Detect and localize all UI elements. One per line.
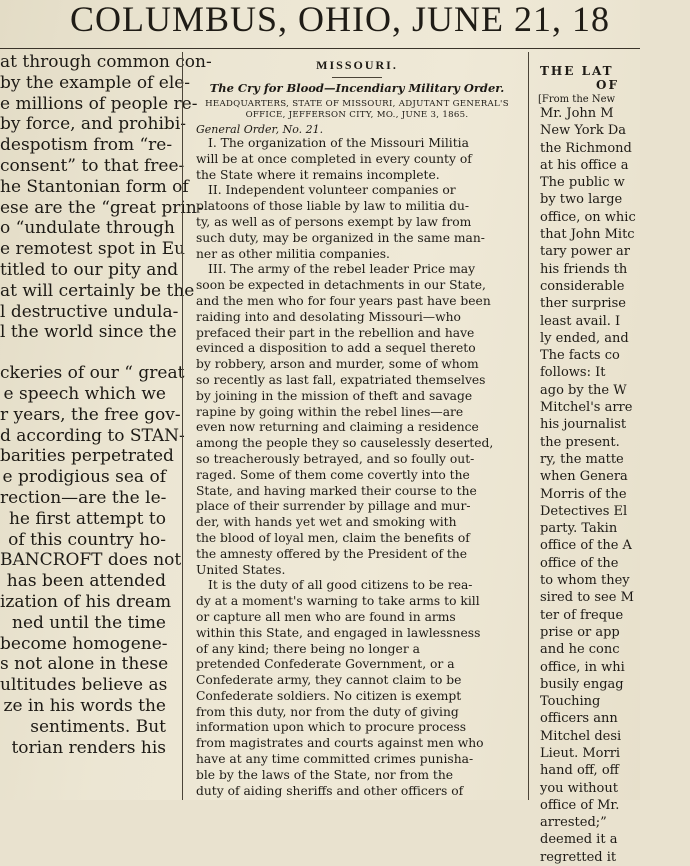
text-line: United States.: [196, 562, 286, 577]
text-line: his journalist: [540, 417, 627, 433]
text-line: office of the A: [540, 538, 632, 554]
text-line: regretted it: [540, 849, 617, 865]
text-line: pretended Confederate Government, or a: [196, 657, 455, 672]
text-line: ther surprise: [540, 296, 626, 312]
text-line: even now returning and claiming a residence: [196, 420, 479, 435]
text-line: The facts co: [540, 348, 620, 364]
right-column: [536, 52, 640, 865]
text-line: soon be expected in detachments in our State,: [196, 278, 486, 293]
text-line: ze in his words the: [3, 695, 166, 716]
text-line: titled to our pity and: [0, 259, 179, 280]
text-line: s not alone in these: [0, 654, 169, 675]
text-line: barities perpetrated: [0, 446, 174, 467]
masthead-title: COLUMBUS, OHIO, JUNE 21, 18: [70, 0, 611, 39]
text-line: so recently as last fall, expatriated themselves: [196, 372, 486, 387]
text-line: hand off, off: [540, 763, 619, 779]
text-line: such duty, may be organized in the same man-: [196, 230, 485, 245]
text-line: the present.: [540, 434, 620, 450]
text-line: by force, and prohibi-: [0, 114, 186, 135]
text-line: at will certainly be the: [0, 280, 195, 301]
text-line: o “undulate through: [0, 218, 175, 239]
text-line: Touching: [540, 694, 601, 710]
text-line: from this duty, nor from the duty of giving: [196, 704, 459, 719]
text-line: arrested;”: [540, 815, 607, 831]
text-line: consent” to that free-: [0, 155, 185, 176]
text-line: busily engag: [540, 676, 624, 692]
text-line: Detectives El: [540, 503, 628, 519]
text-line: so treacherously betrayed, and so foully out-: [196, 451, 475, 466]
text-line: at through common con-: [0, 52, 212, 72]
text-line: officers ann: [540, 711, 618, 727]
text-line: ner as other militia companies.: [196, 246, 390, 261]
text-line: Mr. John M: [540, 106, 614, 121]
text-line: ned until the time: [12, 612, 166, 633]
text-line: by joining in the mission of theft and savage: [196, 388, 473, 403]
text-line: will be at once completed in every county of: [196, 151, 472, 166]
text-line: he first attempt to: [8, 508, 166, 529]
text-line: ry, the matte: [540, 451, 624, 467]
right-subheading: [From the New: [538, 94, 616, 105]
text-line: considerable: [540, 278, 625, 294]
text-line: torian renders his: [11, 737, 166, 758]
text-line: duty of aiding sheriffs and other officers of: [196, 783, 464, 798]
text-line: Mitchel desi: [540, 728, 622, 744]
text-line: least avail. I: [540, 313, 621, 329]
text-line: II. Independent volunteer companies or: [208, 183, 456, 198]
text-line: ty, as well as of persons exempt by law from: [196, 214, 472, 229]
text-line: l the world since the: [0, 322, 177, 343]
text-line: dy at a moment's warning to take arms to kill: [196, 594, 480, 609]
text-line: prefaced their part in the rebellion and have: [196, 325, 475, 340]
order-number: General Order, No. 21.: [196, 123, 324, 136]
text-line: you without: [540, 780, 618, 796]
right-article-body: [536, 105, 640, 866]
text-line: der, with hands yet wet and smoking with: [196, 515, 457, 530]
text-line: or capture all men who are found in arms: [196, 609, 456, 624]
text-line: by robbery, arson and murder, some of whom: [196, 357, 479, 372]
text-line: State, and having marked their course to the: [196, 483, 477, 498]
text-line: follows: It: [540, 365, 606, 381]
text-line: III. The army of the rebel leader Price may: [208, 262, 476, 277]
text-line: l destructive undula-: [0, 301, 179, 322]
text-line: [0, 343, 170, 363]
text-line: become homogene-: [0, 633, 168, 654]
text-line: from magistrates and courts against men who: [196, 736, 484, 751]
text-line: e remotest spot in Eu: [0, 239, 186, 260]
text-line: information upon which to procure process: [196, 720, 467, 735]
column-divider: [182, 52, 183, 800]
text-line: sired to see M: [540, 590, 634, 606]
text-line: of any kind; there being no longer a: [196, 641, 420, 656]
text-line: party. Takin: [540, 521, 618, 537]
text-line: New York Da: [540, 123, 627, 139]
text-line: evinced a disposition to add a sequel thereto: [196, 341, 476, 356]
text-line: deemed it a: [540, 832, 618, 848]
text-line: BANCROFT does not: [0, 550, 182, 571]
text-line: when Genera: [540, 469, 628, 485]
text-line: have at any time committed crimes punisha-: [196, 752, 474, 767]
article-subhead: The Cry for Blood—Incendiary Military Order.: [209, 81, 505, 95]
article-body: [192, 136, 522, 799]
text-line: by two large: [540, 192, 623, 208]
text-line: ization of his dream: [0, 591, 172, 612]
text-line: he Stantonian form of: [0, 176, 189, 197]
left-column: [0, 52, 212, 802]
text-line: ultitudes believe as: [0, 675, 168, 696]
article-dateline: HEADQUARTERS, STATE OF MISSOURI, ADJUTANT GENERAL'S OFFICE, JEFFERSON CITY, MO., JUNE 3, 1865.: [205, 99, 509, 120]
text-line: ckeries of our “ great: [0, 363, 185, 384]
text-line: the Richmond: [540, 140, 632, 156]
text-line: ese are the “great prin-: [0, 197, 203, 218]
text-line: office of Mr.: [540, 797, 620, 813]
right-heading-tail: OF: [596, 78, 619, 92]
text-line: that John Mitc: [540, 227, 635, 243]
text-line: and he conc: [540, 642, 620, 658]
text-line: the blood of loyal men, claim the benefits of: [196, 530, 470, 545]
text-line: Morris of the: [540, 486, 627, 502]
text-line: The public w: [540, 175, 625, 191]
text-line: the amnesty offered by the President of the: [196, 546, 468, 561]
column-divider: [528, 52, 529, 800]
text-line: ter of freque: [540, 607, 624, 623]
text-line: rapine by going within the rebel lines—are: [196, 404, 464, 419]
text-line: Mitchel's arre: [540, 400, 633, 416]
text-line: e speech which we: [3, 383, 166, 404]
text-line: the State where it remains incomplete.: [196, 167, 440, 182]
text-line: to whom they: [540, 573, 630, 589]
middle-column: [192, 52, 522, 802]
text-line: prise or app: [540, 624, 620, 640]
masthead-rule: [0, 48, 640, 49]
text-line: rection—are the le-: [0, 487, 167, 508]
text-line: platoons of those liable by law to militia du-: [196, 199, 470, 214]
text-line: e prodigious sea of: [2, 467, 166, 488]
text-line: ago by the W: [540, 382, 627, 398]
text-line: office, on whic: [540, 209, 636, 225]
text-line: d according to STAN-: [0, 425, 185, 446]
text-line: and the men who for four years past have been: [196, 293, 491, 308]
text-line: among the people they so causelessly deserted,: [196, 436, 494, 451]
text-line: Confederate army, they cannot claim to be: [196, 673, 462, 688]
text-line: It is the duty of all good citizens to be rea-: [208, 578, 473, 593]
text-line: has been attended: [6, 571, 166, 592]
text-line: place of their surrender by pillage and mur-: [196, 499, 471, 514]
text-line: despotism from “re-: [0, 135, 173, 156]
text-line: ble by the laws of the State, nor from the: [196, 767, 454, 782]
text-line: Lieut. Morri: [540, 745, 621, 761]
text-line: of this country ho-: [8, 529, 166, 550]
text-line: e millions of people re-: [0, 93, 198, 114]
right-heading: THE LAT: [540, 64, 614, 78]
text-line: raiding into and desolating Missouri—who: [196, 309, 461, 324]
text-line: Confederate soldiers. No citizen is exempt: [196, 688, 462, 703]
text-line: by the example of ele-: [0, 72, 191, 93]
text-line: at his office a: [540, 157, 629, 173]
text-line: office, in whi: [540, 659, 625, 675]
section-heading: MISSOURI.: [316, 58, 398, 72]
text-line: within this State, and engaged in lawlessness: [196, 625, 481, 640]
text-line: sentiments. But: [30, 716, 166, 737]
heading-rule: [332, 77, 382, 78]
text-line: ly ended, and: [540, 330, 629, 346]
text-line: raged. Some of them come covertly into the: [196, 467, 470, 482]
text-line: I. The organization of the Missouri Militia: [208, 136, 469, 150]
text-line: tary power ar: [540, 244, 630, 260]
text-line: office of the: [540, 555, 619, 571]
text-line: r years, the free gov-: [0, 404, 181, 425]
text-line: his friends th: [540, 261, 628, 277]
